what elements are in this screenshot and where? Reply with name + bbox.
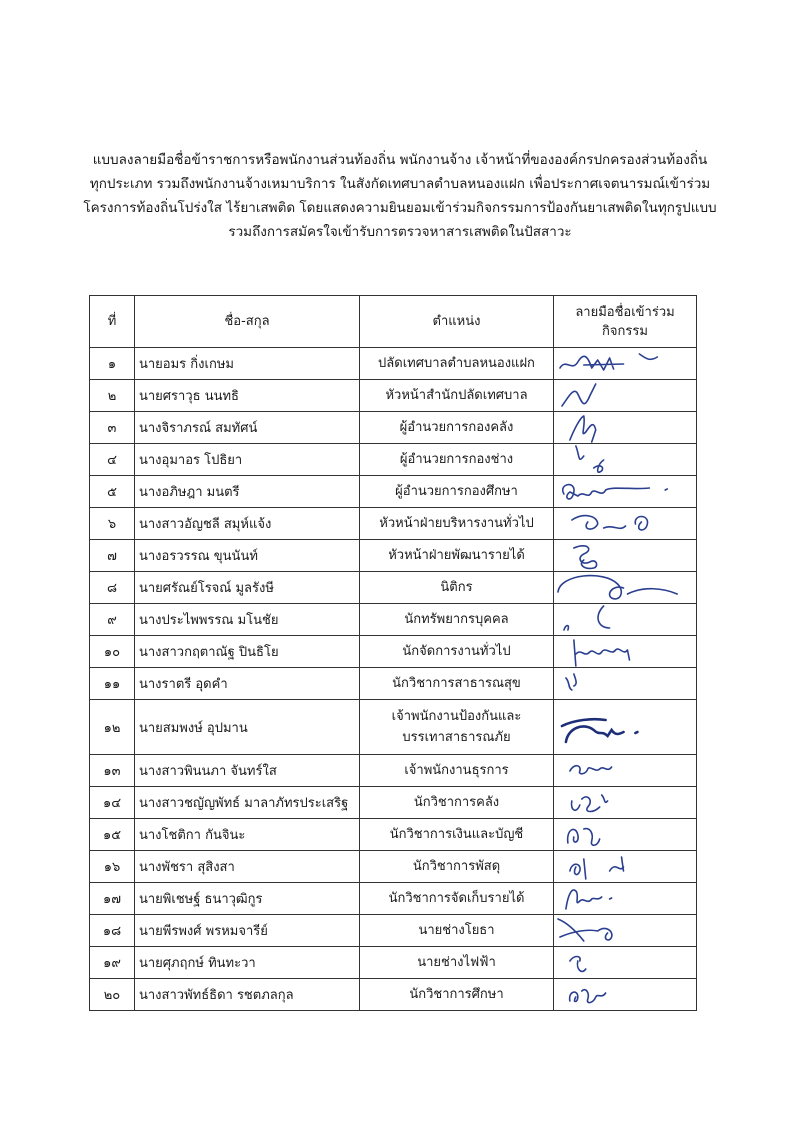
row-position: นักวิชาการคลัง: [360, 787, 554, 819]
signature-table: [89, 295, 697, 1011]
row-name: นางอภิษฎา มนตรี: [135, 476, 360, 508]
table-row: [90, 979, 697, 1011]
row-position: หัวหน้าฝ่ายบริหารงานทั่วไป: [360, 508, 554, 540]
row-number: ๑๘: [90, 915, 135, 947]
table-row: [90, 851, 697, 883]
row-name: นางโชติกา กันจินะ: [135, 819, 360, 851]
row-number: ๓: [90, 412, 135, 444]
row-number: ๒๐: [90, 979, 135, 1011]
row-number: ๑๑: [90, 668, 135, 700]
header-position: ตำแหน่ง: [360, 296, 554, 348]
row-name: นางราตรี อุดคำ: [135, 668, 360, 700]
row-position: นายช่างโยธา: [360, 915, 554, 947]
heading-line-1: แบบลงลายมือชื่อข้าราชการหรือพนักงานส่วนท้องถิ่น พนักงานจ้าง เจ้าหน้าที่ขององค์กรปกครองส่วนท้องถิ่น: [92, 152, 708, 168]
row-number: ๑๕: [90, 819, 135, 851]
handwritten-signature: [554, 787, 696, 818]
table-row: [90, 380, 697, 412]
row-name: นายอมร กิ่งเกษม: [135, 348, 360, 380]
row-number: ๔: [90, 444, 135, 476]
handwritten-signature: [554, 572, 696, 603]
row-position: นักวิชาการศึกษา: [360, 979, 554, 1011]
header-signature-line2: กิจกรรม: [602, 323, 648, 339]
row-position: เจ้าพนักงานธุรการ: [360, 755, 554, 787]
heading-line-3: โครงการท้องถิ่นโปร่งใส ไร้ยาเสพติด โดยแสดงความยินยอมเข้าร่วมกิจกรรมการป้องกันยาเสพติดในทุกรูปแบบ: [83, 200, 717, 216]
row-position: นิติกร: [360, 572, 554, 604]
table-row: [90, 819, 697, 851]
row-number: ๖: [90, 508, 135, 540]
row-signature: [554, 668, 697, 700]
row-position: นักจัดการงานทั่วไป: [360, 636, 554, 668]
row-signature: [554, 979, 697, 1011]
row-signature: [554, 348, 697, 380]
handwritten-signature: [554, 668, 696, 699]
row-number: ๑๙: [90, 947, 135, 979]
handwritten-signature: [554, 476, 696, 507]
row-name: นางสาวกฤตาณัฐ ปินธิโย: [135, 636, 360, 668]
row-signature: [554, 508, 697, 540]
table-row: [90, 476, 697, 508]
handwritten-signature: [554, 979, 696, 1010]
row-signature: [554, 915, 697, 947]
row-name: นายพิเชษฐ์ ธนาวุฒิกูร: [135, 883, 360, 915]
table-row: [90, 668, 697, 700]
heading-line-2: ทุกประเภท รวมถึงพนักงานจ้างเหมาบริการ ในสังกัดเทศบาลตำบลหนองแฝก เพื่อประกาศเจตนารมณ์เข้าร่วม: [89, 176, 711, 192]
handwritten-signature: [554, 508, 696, 539]
header-name: ชื่อ-สกุล: [135, 296, 360, 348]
table-row: [90, 787, 697, 819]
handwritten-signature: [554, 604, 696, 635]
row-number: ๕: [90, 476, 135, 508]
table-row: [90, 636, 697, 668]
handwritten-signature: [554, 947, 696, 978]
row-number: ๑๖: [90, 851, 135, 883]
row-signature: [554, 444, 697, 476]
row-number: ๗: [90, 540, 135, 572]
row-signature: [554, 755, 697, 787]
row-name: นายพีรพงศ์ พรหมจารีย์: [135, 915, 360, 947]
table-row: [90, 700, 697, 755]
handwritten-signature: [554, 700, 696, 754]
row-name: นางอรวรรณ ขุนนันท์: [135, 540, 360, 572]
row-number: ๘: [90, 572, 135, 604]
table-row: [90, 348, 697, 380]
row-signature: [554, 476, 697, 508]
row-signature: [554, 787, 697, 819]
table-body: [90, 348, 697, 1011]
row-position: นักวิชาการจัดเก็บรายได้: [360, 883, 554, 915]
row-signature: [554, 851, 697, 883]
row-position-line1: เจ้าพนักงานป้องกันและ: [391, 709, 522, 724]
row-name: นางสาวพัทธ์ธิดา รชตภลกุล: [135, 979, 360, 1011]
row-position-line2: บรรเทาสาธารณภัย: [402, 730, 511, 745]
document-heading: [60, 148, 740, 244]
table-row: [90, 755, 697, 787]
handwritten-signature: [554, 412, 696, 443]
row-number: ๑๒: [90, 700, 135, 755]
row-signature: [554, 700, 697, 755]
row-position: ผู้อำนวยการกองช่าง: [360, 444, 554, 476]
row-number: ๑๔: [90, 787, 135, 819]
row-number: ๑๗: [90, 883, 135, 915]
row-name: นางพัชรา สุสิงสา: [135, 851, 360, 883]
table-row: [90, 444, 697, 476]
header-no: ที่: [90, 296, 135, 348]
row-signature: [554, 883, 697, 915]
row-number: ๑: [90, 348, 135, 380]
row-name: นายสมพงษ์ อุปมาน: [135, 700, 360, 755]
row-signature: [554, 540, 697, 572]
row-signature: [554, 819, 697, 851]
row-name: นางสาวอัญชลี สมุห์แจ้ง: [135, 508, 360, 540]
table-row: [90, 412, 697, 444]
row-name: นางประไพพรรณ มโนชัย: [135, 604, 360, 636]
row-position: นักวิชาการพัสดุ: [360, 851, 554, 883]
row-signature: [554, 604, 697, 636]
row-position: [360, 700, 554, 755]
row-position: นักทรัพยากรบุคคล: [360, 604, 554, 636]
row-signature: [554, 636, 697, 668]
row-name: นางสาวพินนภา จันทร์ใส: [135, 755, 360, 787]
row-position: นักวิชาการเงินและบัญชี: [360, 819, 554, 851]
handwritten-signature: [554, 819, 696, 850]
row-name: นายศุภฤกษ์ ทินทะวา: [135, 947, 360, 979]
handwritten-signature: [554, 444, 696, 475]
row-number: ๒: [90, 380, 135, 412]
row-position: นักวิชาการสาธารณสุข: [360, 668, 554, 700]
table-row: [90, 883, 697, 915]
handwritten-signature: [554, 915, 696, 946]
row-signature: [554, 572, 697, 604]
row-position: ปลัดเทศบาลตำบลหนองแฝก: [360, 348, 554, 380]
handwritten-signature: [554, 755, 696, 786]
row-name: นางจิราภรณ์ สมทัศน์: [135, 412, 360, 444]
handwritten-signature: [554, 883, 696, 914]
row-name: นายศราวุธ นนทธิ: [135, 380, 360, 412]
row-position: ผู้อำนวยการกองศึกษา: [360, 476, 554, 508]
row-number: ๙: [90, 604, 135, 636]
row-name: นางอุมาอร โปธิยา: [135, 444, 360, 476]
table-row: [90, 508, 697, 540]
row-name: นางสาวชญัญพัทธ์ มาลาภัทรประเสริฐ: [135, 787, 360, 819]
table-header-row: [90, 296, 697, 348]
row-signature: [554, 947, 697, 979]
handwritten-signature: [554, 540, 696, 571]
row-name: นายศรัณย์โรจณ์ มูลรังษี: [135, 572, 360, 604]
table-row: [90, 947, 697, 979]
row-signature: [554, 380, 697, 412]
handwritten-signature: [554, 851, 696, 882]
handwritten-signature: [554, 636, 696, 667]
handwritten-signature: [554, 380, 696, 411]
table-row: [90, 915, 697, 947]
table-row: [90, 572, 697, 604]
header-signature: [554, 296, 697, 348]
row-position: หัวหน้าสำนักปลัดเทศบาล: [360, 380, 554, 412]
row-position: หัวหน้าฝ่ายพัฒนารายได้: [360, 540, 554, 572]
table-row: [90, 540, 697, 572]
row-signature: [554, 412, 697, 444]
row-number: ๑๓: [90, 755, 135, 787]
row-number: ๑๐: [90, 636, 135, 668]
row-position: นายช่างไฟฟ้า: [360, 947, 554, 979]
header-signature-line1: ลายมือชื่อเข้าร่วม: [575, 304, 675, 320]
table-row: [90, 604, 697, 636]
handwritten-signature: [554, 348, 696, 379]
heading-line-4: รวมถึงการสมัครใจเข้ารับการตรวจหาสารเสพติดในปัสสาวะ: [228, 224, 572, 240]
row-position: ผู้อำนวยการกองคลัง: [360, 412, 554, 444]
